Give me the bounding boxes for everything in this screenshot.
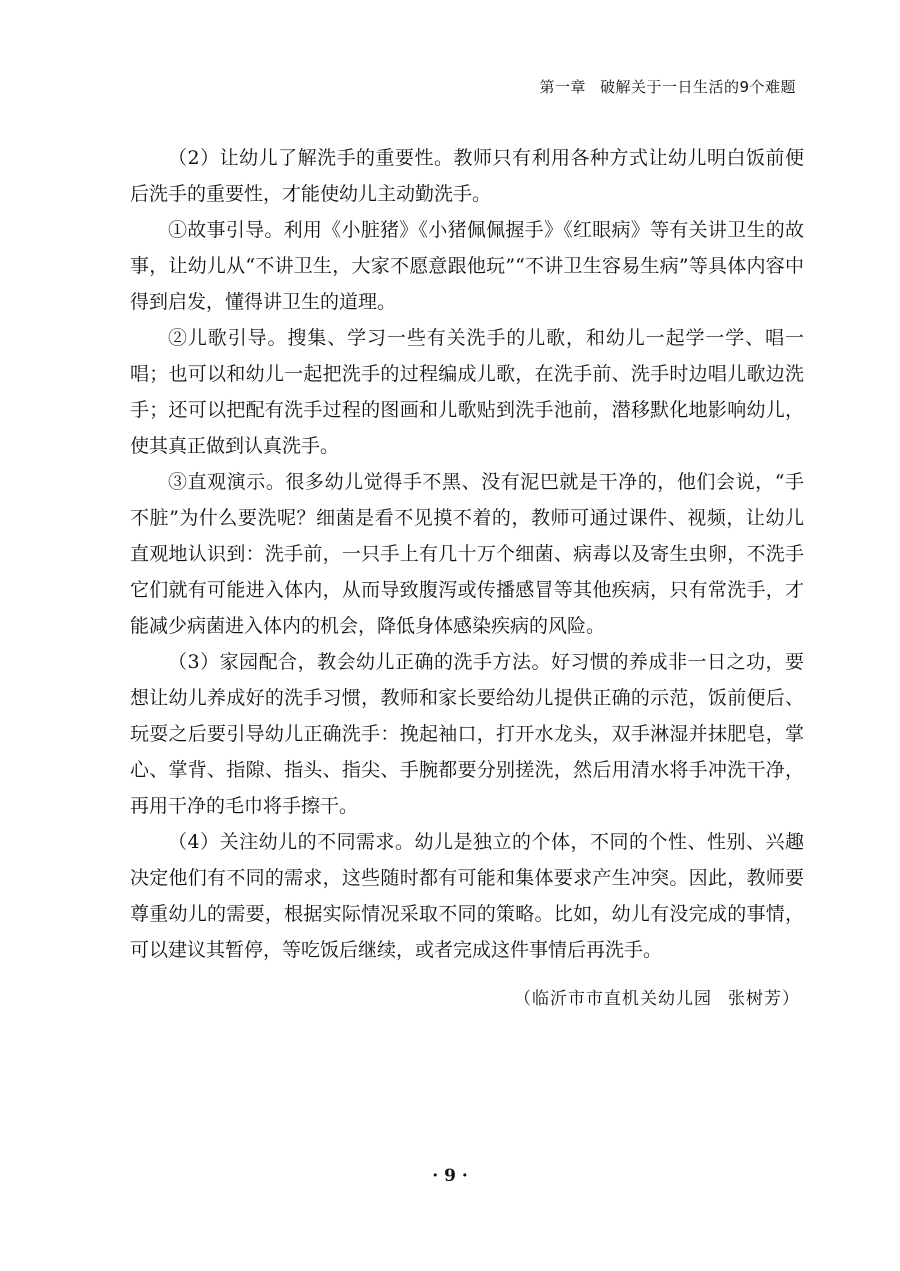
- chapter-number: 第一章: [539, 78, 586, 96]
- paragraph-visual-demonstration: ③直观演示。很多幼儿觉得手不黑、没有泥巴就是干净的，他们会说，“手不脏”为什么要洗呢？细菌是看不见摸不着的，教师可通过课件、视频，让幼儿直观地认识到：洗手前，一只手上有几十万个细菌、病毒以及寄生虫卵，不洗手它们就有可能进入体内，从而导致腹泻或传播感冒等其他疾病，只有常洗手，才能减少病菌进入体内的机会，降低身体感染疾病的风险。: [130, 471, 804, 637]
- chapter-title: 破解关于一日生活的9个难题: [599, 78, 796, 96]
- paragraph-home-school-cooperation: （3）家园配合，教会幼儿正确的洗手方法。好习惯的养成非一日之功，要想让幼儿养成好的洗手习惯，教师和家长要给幼儿提供正确的示范，饭前便后、玩耍之后要引导幼儿正确洗手：挽起袖口，打开水龙头，双手淋湿并抹肥皂，掌心、掌背、指隙、指头、指尖、手腕都要分别搓洗，然后用清水将手冲洗干净，再用干净的毛巾将手擦干。: [130, 651, 804, 817]
- paragraph-song-guidance: ②儿歌引导。搜集、学习一些有关洗手的儿歌，和幼儿一起学一学、唱一唱；也可以和幼儿一起把洗手的过程编成儿歌，在洗手前、洗手时边唱儿歌边洗手；还可以把配有洗手过程的图画和儿歌贴到洗手池前，潜移默化地影响幼儿，使其真正做到认真洗手。: [130, 327, 804, 457]
- running-header: [539, 76, 796, 97]
- page-number: · 9 ·: [432, 1166, 468, 1186]
- paragraph-handwashing-importance: （2）让幼儿了解洗手的重要性。教师只有利用各种方式让幼儿明白饭前便后洗手的重要性，才能使幼儿主动勤洗手。: [130, 147, 804, 205]
- author-signature: [514, 984, 800, 1014]
- signature-organization: 临沂市市直机关幼儿园: [532, 989, 712, 1009]
- paragraph-story-guidance: ①故事引导。利用《小脏猪》《小猪佩佩握手》《红眼病》等有关讲卫生的故事，让幼儿从“不讲卫生，大家不愿意跟他玩”“不讲卫生容易生病”等具体内容中得到启发，懂得讲卫生的道理。: [130, 219, 804, 313]
- signature-close-paren: ）: [782, 989, 800, 1009]
- signature-open-paren: （: [514, 989, 532, 1009]
- signature-author: 张树芳: [728, 989, 782, 1009]
- paragraph-different-needs: （4）关注幼儿的不同需求。幼儿是独立的个体，不同的个性、性别、兴趣决定他们有不同的需求，这些随时都有可能和集体要求产生冲突。因此，教师要尊重幼儿的需要，根据实际情况采取不同的策略。比如，幼儿有没完成的事情，可以建议其暂停，等吃饭后继续，或者完成这件事情后再洗手。: [130, 831, 804, 961]
- body-text: [130, 140, 804, 968]
